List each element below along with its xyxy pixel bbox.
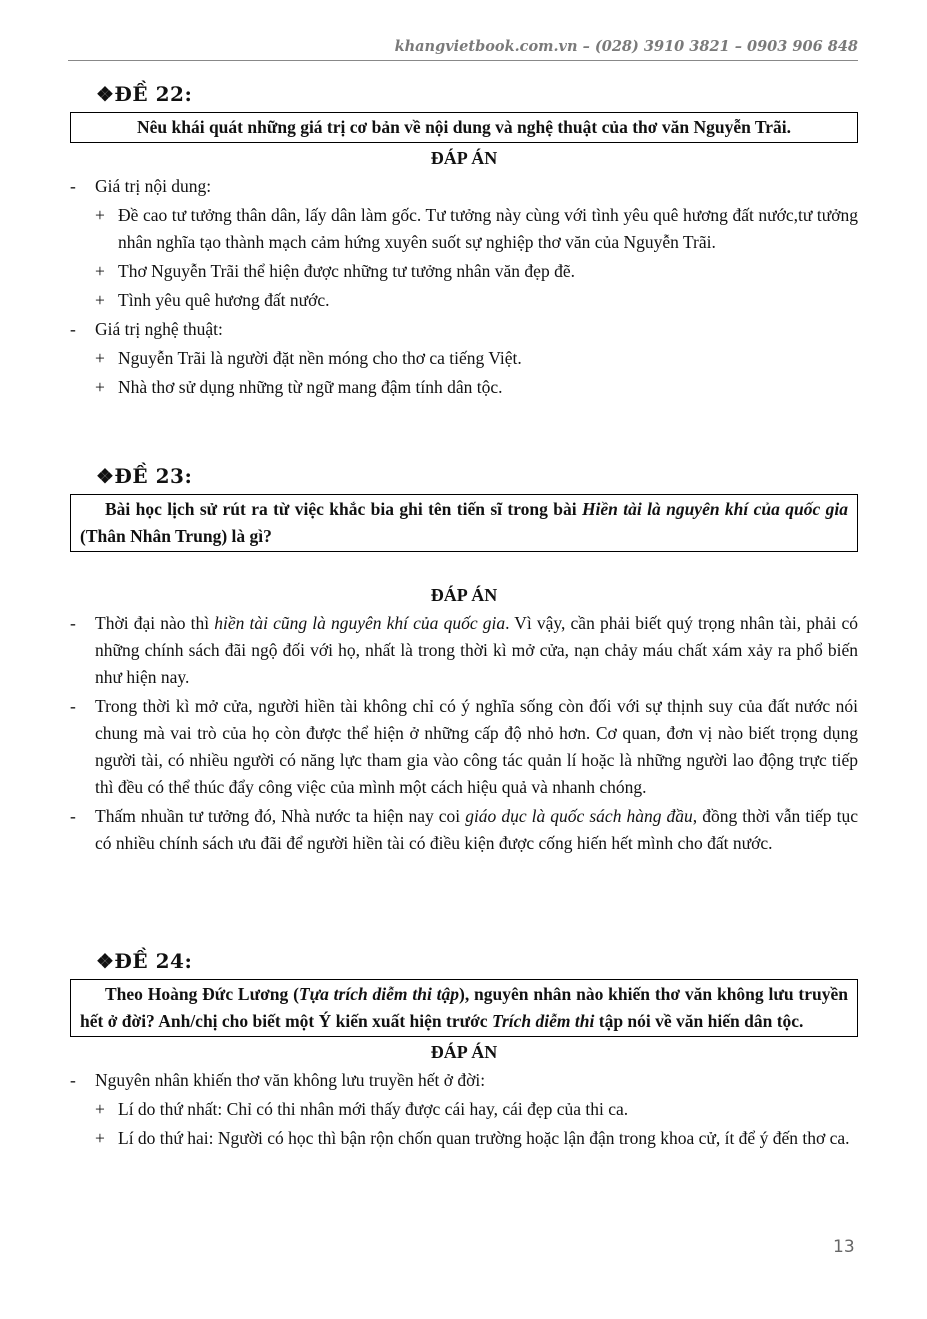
list-item: + Đề cao tư tưởng thân dân, lấy dân làm gốc. Tư tưởng này cùng với tình yêu quê hương đất nước,tư tưởng nhân nghĩa tạo thành mạch cảm hứng xuyên suốt sự nghiệp thơ văn của Nguyễn Trãi.	[95, 205, 858, 252]
header-divider	[68, 60, 858, 61]
list-item: - Giá trị nội dung:	[70, 176, 212, 196]
list-item: - Trong thời kì mở cửa, người hiền tài không chỉ có ý nghĩa sống còn đối với sự thịnh suy của đất nước nói chung mà vai trò của họ còn được thể hiện ở những cấp độ nhỏ hơn. Cơ quan, đơn vị nào biết trọng dụng người tài, có nhiều người có năng lực tham gia vào công tác quản lí hoặc là những người lao động trực tiếp thì đều có thể thúc đẩy công việc của mình một cách hiệu quả và nhanh chóng.	[70, 696, 858, 797]
answer-heading: ĐÁP ÁN	[430, 148, 498, 168]
list-item: + Nguyễn Trãi là người đặt nền móng cho thơ ca tiếng Việt.	[95, 348, 522, 368]
section-de-23	[70, 464, 858, 859]
section-de-22	[70, 82, 858, 403]
list-item: - Thời đại nào thì hiền tài cũng là nguyên khí của quốc gia. Vì vậy, cần phải biết quý trọng nhân tài, phải có những chính sách đãi ngộ đối với họ, nhất là trong thời kì mở cửa, nạn chảy máu chất xám xảy ra phổ biến như hiện nay.	[70, 613, 858, 687]
list-item: + Lí do thứ hai: Người có học thì bận rộn chốn quan trường hoặc lận đận trong khoa cử, ít để ý đến thơ ca.	[95, 1128, 850, 1148]
section-title: ❖ĐỀ 24:	[96, 949, 193, 973]
list-item: + Tình yêu quê hương đất nước.	[95, 290, 330, 310]
page-number: 13	[833, 1237, 855, 1257]
list-item: - Thấm nhuần tư tưởng đó, Nhà nước ta hiện nay coi giáo dục là quốc sách hàng đầu, đồng thời vẫn tiếp tục có nhiều chính sách ưu đãi để người hiền tài có điều kiện được cống hiến hết mình cho đất nước.	[70, 806, 858, 853]
list-item: - Giá trị nghệ thuật:	[70, 319, 223, 339]
list-item: + Nhà thơ sử dụng những từ ngữ mang đậm tính dân tộc.	[95, 377, 503, 397]
answer-heading: ĐÁP ÁN	[430, 585, 498, 605]
list-item: + Lí do thứ nhất: Chỉ có thi nhân mới thấy được cái hay, cái đẹp của thi ca.	[95, 1099, 629, 1119]
list-item: - Nguyên nhân khiến thơ văn không lưu truyền hết ở đời:	[70, 1070, 486, 1090]
question-box: Nêu khái quát những giá trị cơ bản về nội dung và nghệ thuật của thơ văn Nguyễn Trãi.	[70, 112, 858, 143]
section-title: ❖ĐỀ 22:	[96, 82, 193, 106]
page-header: khangvietbook.com.vn – (028) 3910 3821 – 0903 906 848	[394, 38, 858, 55]
question-box: Theo Hoàng Đức Lương (Tựa trích diễm thi tập), nguyên nhân nào khiến thơ văn không lưu truyền hết ở đời? Anh/chị cho biết một Ý kiến xuất hiện trước Trích diễm thi tập nói về văn hiến dân tộc.	[70, 979, 858, 1037]
question-box: Bài học lịch sử rút ra từ việc khắc bia ghi tên tiến sĩ trong bài Hiền tài là nguyên khí của quốc gia (Thân Nhân Trung) là gì?	[70, 494, 858, 552]
list-item: + Thơ Nguyễn Trãi thể hiện được những tư tưởng nhân văn đẹp đẽ.	[95, 261, 575, 281]
section-title: ❖ĐỀ 23:	[96, 464, 193, 488]
answer-heading: ĐÁP ÁN	[430, 1042, 498, 1062]
section-de-24	[70, 949, 858, 1154]
